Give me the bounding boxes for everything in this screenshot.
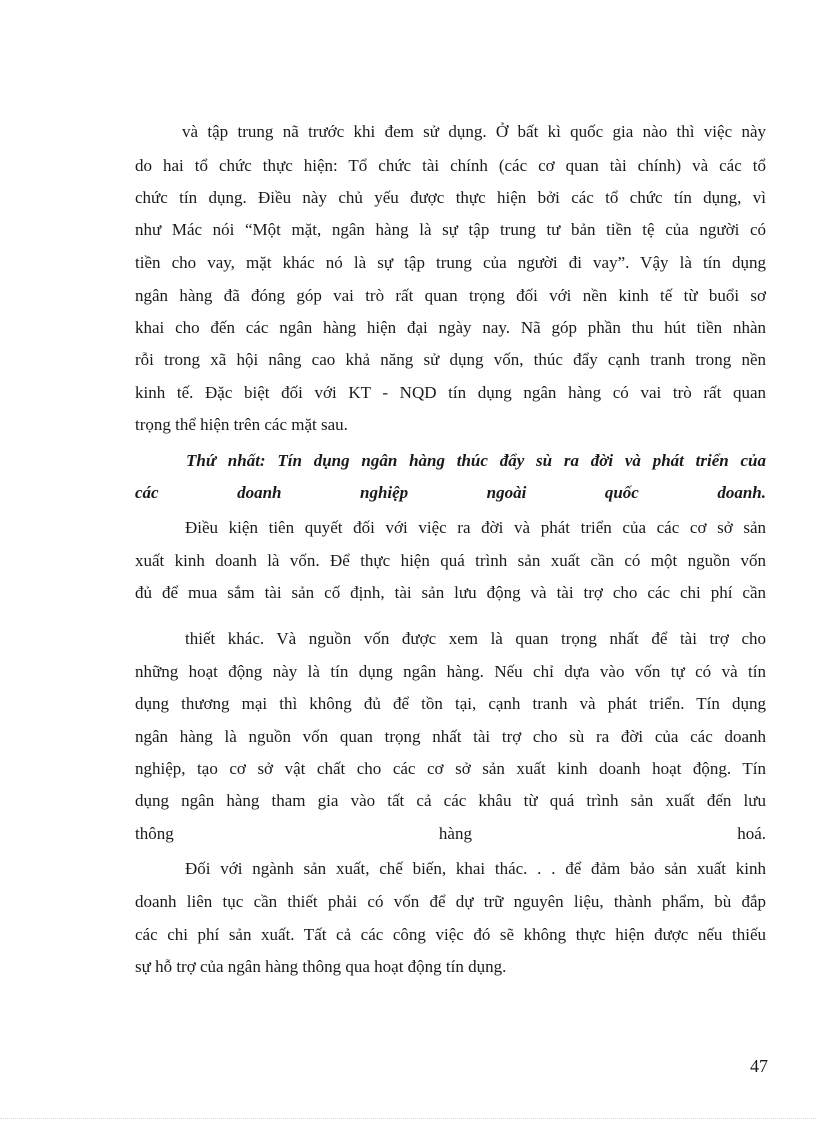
text-line: sự hỗ trợ của ngân hàng thông qua hoạt động tín dụng.	[135, 957, 507, 976]
text-line: do hai tổ chức thực hiện: Tổ chức tài chính (các cơ quan tài chính) và các tổ	[135, 156, 766, 175]
text-line: Điều kiện tiên quyết đối với việc ra đời và phát triển của các cơ sở sản	[185, 518, 766, 537]
heading-line: các doanh nghiệp ngoài quốc doanh.	[135, 483, 766, 502]
text-line: rỗi trong xã hội nâng cao khả năng sử dụng vốn, thúc đẩy cạnh tranh trong nền	[135, 350, 766, 369]
text-line: thông hàng hoá.	[135, 824, 766, 843]
text-line: tiền cho vay, mặt khác nó là sự tập trung của người đi vay”. Vậy là tín dụng	[135, 253, 766, 272]
text-line: xuất kinh doanh là vốn. Để thực hiện quá trình sản xuất cần có một nguồn vốn	[135, 551, 766, 570]
text-line: thiết khác. Và nguồn vốn được xem là quan trọng nhất để tài trợ cho	[185, 629, 766, 648]
text-line: như Mác nói “Một mặt, ngân hàng là sự tập trung tư bản tiền tệ của người có	[135, 220, 766, 239]
text-line: trọng thể hiện trên các mặt sau.	[135, 415, 348, 434]
text-line: Đối với ngành sản xuất, chế biến, khai thác. . . để đảm bảo sản xuất kinh	[185, 859, 766, 878]
text-line: những hoạt động này là tín dụng ngân hàng. Nếu chỉ dựa vào vốn tự có và tín	[135, 662, 766, 681]
text-line: kinh tế. Đặc biệt đối với KT - NQD tín dụng ngân hàng có vai trò rất quan	[135, 383, 766, 402]
text-line: ngân hàng là nguồn vốn quan trọng nhất tài trợ cho sù ra đời của các doanh	[135, 727, 766, 746]
text-line: dụng ngân hàng tham gia vào tất cả các khâu từ quá trình sản xuất đến lưu	[135, 791, 766, 810]
page-bottom-border	[0, 1118, 816, 1119]
text-line: ngân hàng đã đóng góp vai trò rất quan trọng đối với nền kinh tế từ buổi sơ	[135, 286, 766, 305]
text-line: các chi phí sản xuất. Tất cả các công việc đó sẽ không thực hiện được nếu thiếu	[135, 925, 766, 944]
text-line: dụng thương mại thì không đủ để tồn tại, cạnh tranh và phát triển. Tín dụng	[135, 694, 766, 713]
text-line: nghiệp, tạo cơ sở vật chất cho các cơ sở sản xuất kinh doanh hoạt động. Tín	[135, 759, 766, 778]
heading-line: Thứ nhất: Tín dụng ngân hàng thúc đẩy sù ra đời và phát triển của	[186, 451, 766, 470]
text-line: đủ để mua sắm tài sản cố định, tài sản lưu động và tài trợ cho các chi phí cần	[135, 583, 766, 602]
text-line: chức tín dụng. Điều này chủ yếu được thực hiện bởi các tổ chức tín dụng, vì	[135, 188, 766, 207]
text-line: khai cho đến các ngân hàng hiện đại ngày nay. Nã góp phần thu hút tiền nhàn	[135, 318, 766, 337]
page-number: 47	[750, 1056, 768, 1076]
text-line: doanh liên tục cần thiết phải có vốn để dự trữ nguyên liệu, thành phẩm, bù đắp	[135, 892, 766, 911]
text-line: và tập trung nã trước khi đem sử dụng. Ở bất kì quốc gia nào thì việc này	[182, 122, 766, 141]
